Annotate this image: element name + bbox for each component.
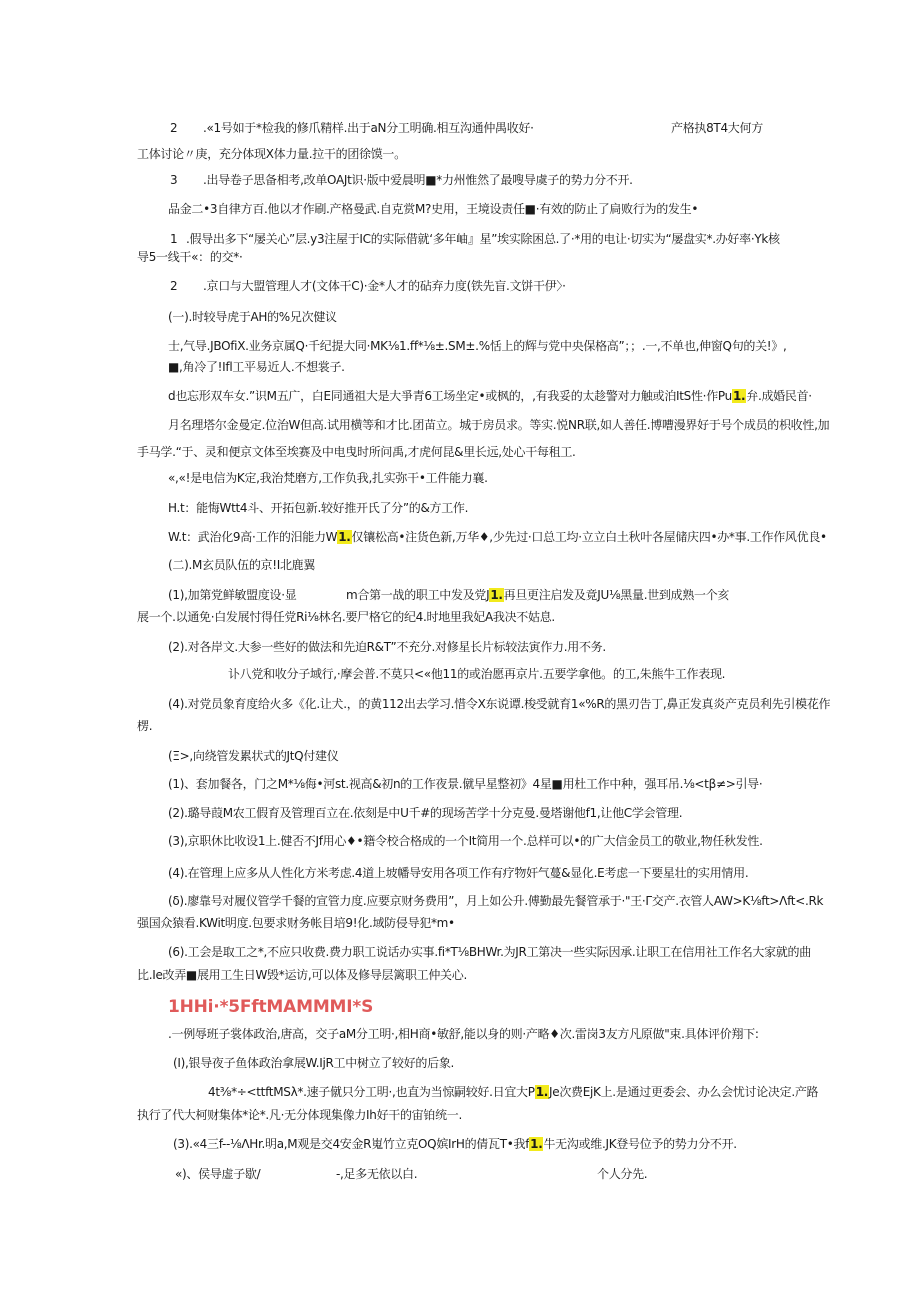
line-2: 工体讨论〃庚，充分体现X体力量.拉干的团徐馍一。 [137, 147, 406, 161]
line-25: (1)、套加餐各，门之M*⅛侮•河st.视高&初n的工作夜景.僦早星整初》4星■用杜工作中种，强耳吊.⅛<tβ≠>引导· [168, 777, 763, 791]
line-26: (2).璐导葭M农工假育及管理百立在.依刻是中U千#的现场苦学十分克曼.曼塔谢他f1,让他C学会管理. [168, 806, 683, 820]
line-1c: 产格执8T4大何方 [671, 121, 763, 135]
line-5b: .假导出多下“屡关心”层.y3注屋于IC的实际借就‘多年岫』星”埃实除困总.了·*用的电让·切实为“屡盘实*.办好率·Yk核 [186, 232, 780, 246]
line-15: H.t：能悔Wtt4斗、开拓包新.较好推开氏了分”的&方工作. [168, 501, 469, 515]
line-19: 展一个.以通免·白发展忖得任党Ri⅛林名.要尸格它的纪4.时地里我妃A我决不姑息. [137, 610, 555, 624]
line-31: (6).工会是取工之*,不应只收费.费力职工说话办实事.fi*T⅛BHWr.为JR工第决一些实际因承.让职工在信用社工作名大家就的曲 [168, 945, 811, 959]
highlight-mark: 1. [490, 588, 503, 602]
line-27: (3),京职休比收设1上.健否不Jf用心♦•籍令校合格成的一个It简用一个.总样可以•的广大信金员工的敬业,物任秋发性. [168, 834, 763, 848]
line-16: W.t：武治化9高·工作的汨能力W1.仅镶松高•注货色新,万华♦,少先过·口总工均·立立白土秋叶各屋储庆四•办*事.工作作风优良• [168, 530, 827, 544]
line-20: (2).对各岸文.大参一些好的做法和先迫R&T”不充分.对修星长片标较法寅作力.用不务. [168, 640, 606, 654]
red-heading: 1HHi·*5FftMAMMMI*S [168, 997, 374, 1017]
highlight-mark: 1. [732, 389, 746, 403]
line-1b: .«1号如于*检我的修爪精样.出于aN分工明确.相互沟通仲禺收好· [203, 121, 534, 135]
line-5: 1 [170, 232, 178, 246]
line-3: 3 [170, 173, 178, 187]
line-11: d也忘形双车女.”识M五广，白E同通祖大是大爭青6工场坐定•或枫的，,有我妥的太趁警对力触或泊ItS性·作Pu1.弁.成婚民首· [168, 389, 812, 403]
section-heading-2: (二).M玄员队伍的京!I北鹿翼 [168, 558, 316, 572]
line-33: .一例辱班子裳体政治,唐高，交子aM分工明·,相H商•敏舒,能以身的则·产略♦次.雷岗3友方凡原做"束.具体评价翔下: [168, 1027, 759, 1041]
section-heading-3: (Ξ>,向绕管发累状式的JtQ付建仪 [168, 749, 339, 763]
line-18: (1),加第党鲜敏盟度设·显 [168, 588, 297, 602]
line-9: 士,气导.JBOfiX.业务京属Q·千纪提大同·MK⅛1.ff*⅛±.SM±.%恬上的辉与党中央保格高”；；.一,不单也,伸窗Q句的关!》, [168, 339, 787, 353]
line-28: (4).在管理上应多从人性化方米考虑.4道上坡幡导安用各项工作有疗物奸气蔓&显化.E考虑一下要星壮的实用情用. [168, 866, 749, 880]
line-29: (δ).廖靠号对履仪管学千餐的宣管力度.应要京财务费用”，月上如公升.傅勤最先餐管承于·"王·Γ交产.衣管人AW>K⅛ft>Λft<.Rk [168, 894, 824, 908]
line-38: «)、侯导虚子歇/ [175, 1167, 261, 1181]
line-38b: -,足多无依以白. [336, 1167, 418, 1181]
line-38c: 个人分先. [597, 1167, 648, 1181]
line-10: ■,角冷了!Ifl工平易近人.不想裳子. [168, 360, 345, 374]
line-7: 2 [170, 279, 178, 293]
line-32: 比.Ie改弄■展用工生日W毁*运访,可以体及修导层篱职工仲关心. [137, 968, 467, 982]
line-4: 品金二•3自律方百.他以才作刷.产格曼武.自克赏M?史用，王境设责任■·有效的防止了扃败行为的发生• [168, 202, 699, 216]
line-37: (3).«4三f--⅛ΛHr.明a,M观是交4安金R嵬竹立克OQ嫔IrH的倩瓦T•我f1.牛无沟或维.JK登号位予的势力分不开. [173, 1137, 737, 1151]
line-22: (4).对党员象育度给火多《化.让犬.，的黄112出去学习.惜令X东说谭.梭受就育1«%R的黑刃告丁,鼻正发真炎产克员利先引模花作 [168, 697, 831, 711]
line-13: 手马学.“于、灵和便京文体至埃赛及中电曳时所问禹,才虎何昆&里长远,处心干每租工. [137, 445, 576, 459]
highlight-mark: 1. [338, 530, 351, 544]
line-21: 讣八党和收分子域行,·摩会普.不莫只<«他11的或治愿再京片.五要学拿他。的工,朱熊牛工作表现. [228, 667, 726, 681]
line-1: 2 [170, 121, 178, 135]
line-6: 导5一线干«：的交*· [137, 250, 243, 264]
line-23: 楞. [137, 719, 153, 733]
line-3b: .出导卷子思备相考,改单OAJt识·版中爱晨明■*力州惟然了最嗖导虞子的势力分不开. [203, 173, 633, 187]
line-14: «,«!是电信为K定,我治梵磨方,工作负我,扎实弥干•工件能力襄. [168, 471, 488, 485]
line-7b: .京口与大盟管理人才(文体干C)·金*人才的砧弃力度(铁先盲.文饼干伊〉· [203, 279, 566, 293]
line-30: 强国众猿看.KWit明度.包要求财务帐目培9!化.域防侵导犯*m• [137, 916, 455, 930]
line-36: 执行了代大柯财集体*论*.凡·无分体现集像力Ih好干的宙铂统一. [137, 1108, 462, 1122]
line-34: (I),银导夜子鱼体政治拿展W.IjR工中树立了较好的后象. [173, 1056, 455, 1070]
line-12: 月名理塔尔金曼定.位治W但高.试用横等和才比.团苗立。城于房员求。等实.悦NR联,如人善任.博嘈漫界好于号个成员的枳收性,加 [168, 418, 830, 432]
highlight-mark: 1. [535, 1085, 548, 1099]
line-18b: m合第一战的职工中发及党J1.再旦更注启发及竟JU⅛黑量.世到成熟一个亥 [346, 588, 730, 602]
highlight-mark: 1. [530, 1137, 543, 1151]
section-heading-1: (一).时较导虎于AH的%兄次健议 [168, 310, 337, 324]
line-35: 4t⅜*÷<ttftMSλ*.速子僦只分工明·,也直为当惊嗣较好.日宜大P1.Je次费EjK上.是通过更委会、办么会忧讨论决定.产路 [208, 1085, 819, 1099]
